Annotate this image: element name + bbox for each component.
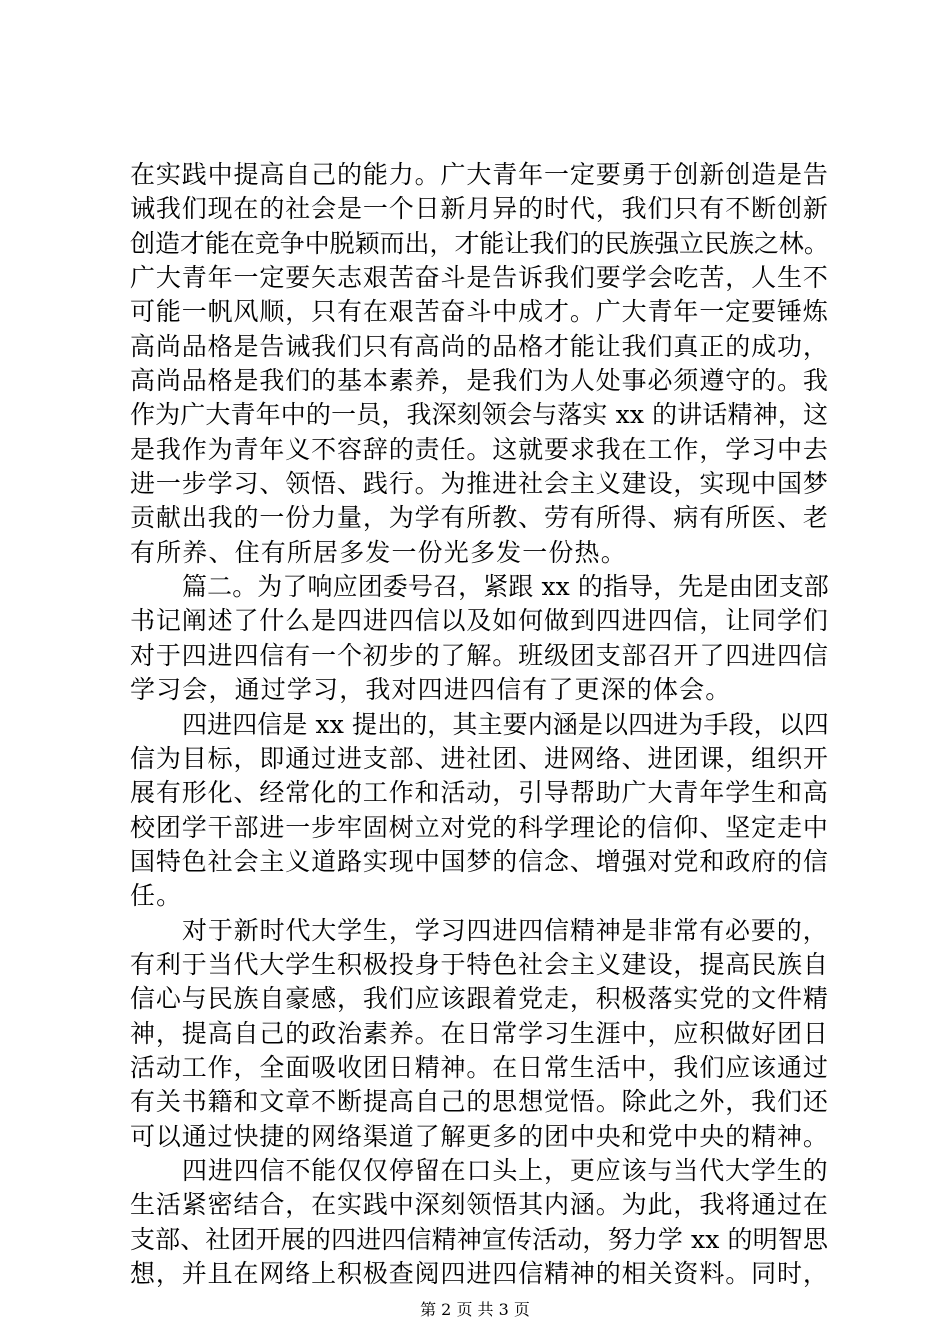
text-line: 展有形化、经常化的工作和活动，引导帮助广大青年学生和高	[130, 778, 829, 808]
text-line: 任。	[130, 881, 183, 911]
text-line: 高尚品格是告诫我们只有高尚的品格才能让我们真正的成功，	[130, 331, 829, 361]
text-line: 四进四信不能仅仅停留在口头上，更应该与当代大学生的	[182, 1155, 829, 1185]
text-line: 有所养、住有所居多发一份光多发一份热。	[130, 537, 627, 567]
text-line: 支部、社团开展的四进四信精神宣传活动，努力学 xx 的明智思	[130, 1224, 829, 1254]
text-line: 神，提高自己的政治素养。在日常学习生涯中，应积做好团日	[130, 1018, 829, 1048]
text-line: 创造才能在竞争中脱颖而出，才能让我们的民族强立民族之林。	[130, 228, 829, 258]
text-line: 诫我们现在的社会是一个日新月异的时代，我们只有不断创新	[130, 194, 829, 224]
text-line: 可能一帆风顺，只有在艰苦奋斗中成才。广大青年一定要锤炼	[130, 297, 829, 327]
text-line: 有关书籍和文章不断提高自己的思想觉悟。除此之外，我们还	[130, 1087, 829, 1117]
text-line: 想，并且在网络上积极查阅四进四信精神的相关资料。同时，	[130, 1259, 829, 1288]
text-line: 有利于当代大学生积极投身于特色社会主义建设，提高民族自	[130, 949, 829, 979]
text-line: 学习会，通过学习，我对四进四信有了更深的体会。	[130, 675, 732, 705]
body-text	[130, 158, 830, 1291]
text-line: 在实践中提高自己的能力。广大青年一定要勇于创新创造是告	[130, 160, 829, 189]
text-line: 对于新时代大学生，学习四进四信精神是非常有必要的，	[182, 915, 829, 945]
text-line: 篇二。为了响应团委号召，紧跟 xx 的指导，先是由团支部	[182, 572, 829, 602]
text-line: 高尚品格是我们的基本素养，是我们为人处事必须遵守的。我	[130, 366, 829, 396]
text-line: 书记阐述了什么是四进四信以及如何做到四进四信，让同学们	[130, 606, 829, 636]
text-line: 生活紧密结合，在实践中深刻领悟其内涵。为此，我将通过在	[130, 1190, 829, 1220]
page-footer: 第 2 页 共 3 页	[420, 1300, 530, 1319]
text-line: 贡献出我的一份力量，为学有所教、劳有所得、病有所医、老	[130, 503, 829, 533]
text-line: 信心与民族自豪感，我们应该跟着党走，积极落实党的文件精	[130, 984, 829, 1014]
text-line: 国特色社会主义道路实现中国梦的信念、增强对党和政府的信	[130, 846, 829, 876]
text-line: 对于四进四信有一个初步的了解。班级团支部召开了四进四信	[130, 640, 829, 670]
text-line: 四进四信是 xx 提出的，其主要内涵是以四进为手段，以四	[182, 709, 829, 739]
text-line: 校团学干部进一步牢固树立对党的科学理论的信仰、坚定走中	[130, 812, 829, 842]
text-line: 活动工作，全面吸收团日精神。在日常生活中，我们应该通过	[130, 1052, 829, 1082]
text-line: 是我作为青年义不容辞的责任。这就要求我在工作，学习中去	[130, 434, 829, 464]
text-line: 广大青年一定要矢志艰苦奋斗是告诉我们要学会吃苦，人生不	[130, 263, 829, 293]
text-line: 可以通过快捷的网络渠道了解更多的团中央和党中央的精神。	[130, 1121, 829, 1151]
text-line: 信为目标，即通过进支部、进社团、进网络、进团课，组织开	[130, 743, 829, 773]
text-line: 进一步学习、领悟、践行。为推进社会主义建设，实现中国梦	[130, 469, 829, 499]
text-line: 作为广大青年中的一员，我深刻领会与落实 xx 的讲话精神，这	[130, 400, 829, 430]
